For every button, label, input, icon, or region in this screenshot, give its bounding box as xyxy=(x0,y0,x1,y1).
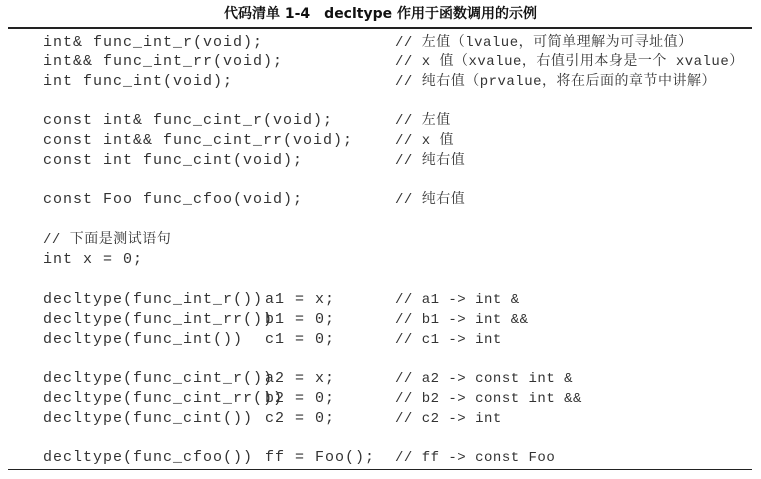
code-line xyxy=(0,72,761,92)
code-text: decltype(func_int_r()) xyxy=(43,291,264,308)
code-line xyxy=(0,33,761,53)
code-line xyxy=(0,250,761,270)
code-text: const int&& func_cint_rr(void); xyxy=(43,132,354,149)
code-declaration: c2 = 0; xyxy=(265,410,336,427)
listing-title: 代码清单 1-4 decltype 作用于函数调用的示例 xyxy=(224,6,537,22)
code-comment: // 下面是测试语句 xyxy=(43,232,172,248)
code-text: decltype(func_int()) xyxy=(43,331,244,348)
code-text: int x = 0; xyxy=(43,251,144,268)
code-text: const int& func_cint_r(void); xyxy=(43,112,334,129)
code-comment: // ff -> const Foo xyxy=(395,450,556,466)
code-text: decltype(func_cfoo()) xyxy=(43,449,254,466)
code-line xyxy=(0,448,761,468)
code-line xyxy=(0,230,761,250)
code-text: decltype(func_cint()) xyxy=(43,410,254,427)
code-comment: // c2 -> int xyxy=(395,411,502,427)
code-line xyxy=(0,330,761,350)
code-declaration: ff = Foo(); xyxy=(265,449,376,466)
top-rule xyxy=(8,27,752,29)
code-comment: // 纯右值（prvalue，将在后面的章节中讲解） xyxy=(395,74,717,90)
code-line xyxy=(0,111,761,131)
code-comment: // b1 -> int && xyxy=(395,312,529,328)
code-line xyxy=(0,310,761,330)
code-text: int&& func_int_rr(void); xyxy=(43,53,284,70)
code-line xyxy=(0,52,761,72)
code-declaration: b1 = 0; xyxy=(265,311,336,328)
code-line xyxy=(0,290,761,310)
code-comment: // 左值 xyxy=(395,113,451,129)
code-comment: // 左值（lvalue，可简单理解为可寻址值） xyxy=(395,35,693,51)
code-line xyxy=(0,409,761,429)
code-line xyxy=(0,190,761,210)
code-comment: // x 值（xvalue，右值引用本身是一个 xvalue） xyxy=(395,54,744,70)
code-comment: // 纯右值 xyxy=(395,153,466,169)
code-declaration: a2 = x; xyxy=(265,370,336,387)
code-declaration: c1 = 0; xyxy=(265,331,336,348)
code-declaration: b2 = 0; xyxy=(265,390,336,407)
code-comment: // c1 -> int xyxy=(395,332,502,348)
code-declaration: a1 = x; xyxy=(265,291,336,308)
code-text: decltype(func_cint_r()) xyxy=(43,370,274,387)
code-line xyxy=(0,151,761,171)
code-line xyxy=(0,131,761,151)
code-comment: // x 值 xyxy=(395,133,455,149)
code-text: decltype(func_int_rr()) xyxy=(43,311,274,328)
code-text: int& func_int_r(void); xyxy=(43,34,264,51)
code-line xyxy=(0,389,761,409)
code-text: decltype(func_cint_rr()) xyxy=(43,390,284,407)
code-comment: // 纯右值 xyxy=(395,192,466,208)
code-line xyxy=(0,369,761,389)
code-comment: // a1 -> int & xyxy=(395,292,520,308)
code-text: const int func_cint(void); xyxy=(43,152,304,169)
bottom-rule xyxy=(8,469,752,470)
code-comment: // a2 -> const int & xyxy=(395,371,574,387)
code-text: int func_int(void); xyxy=(43,73,234,90)
code-text: const Foo func_cfoo(void); xyxy=(43,191,304,208)
code-comment: // b2 -> const int && xyxy=(395,391,582,407)
